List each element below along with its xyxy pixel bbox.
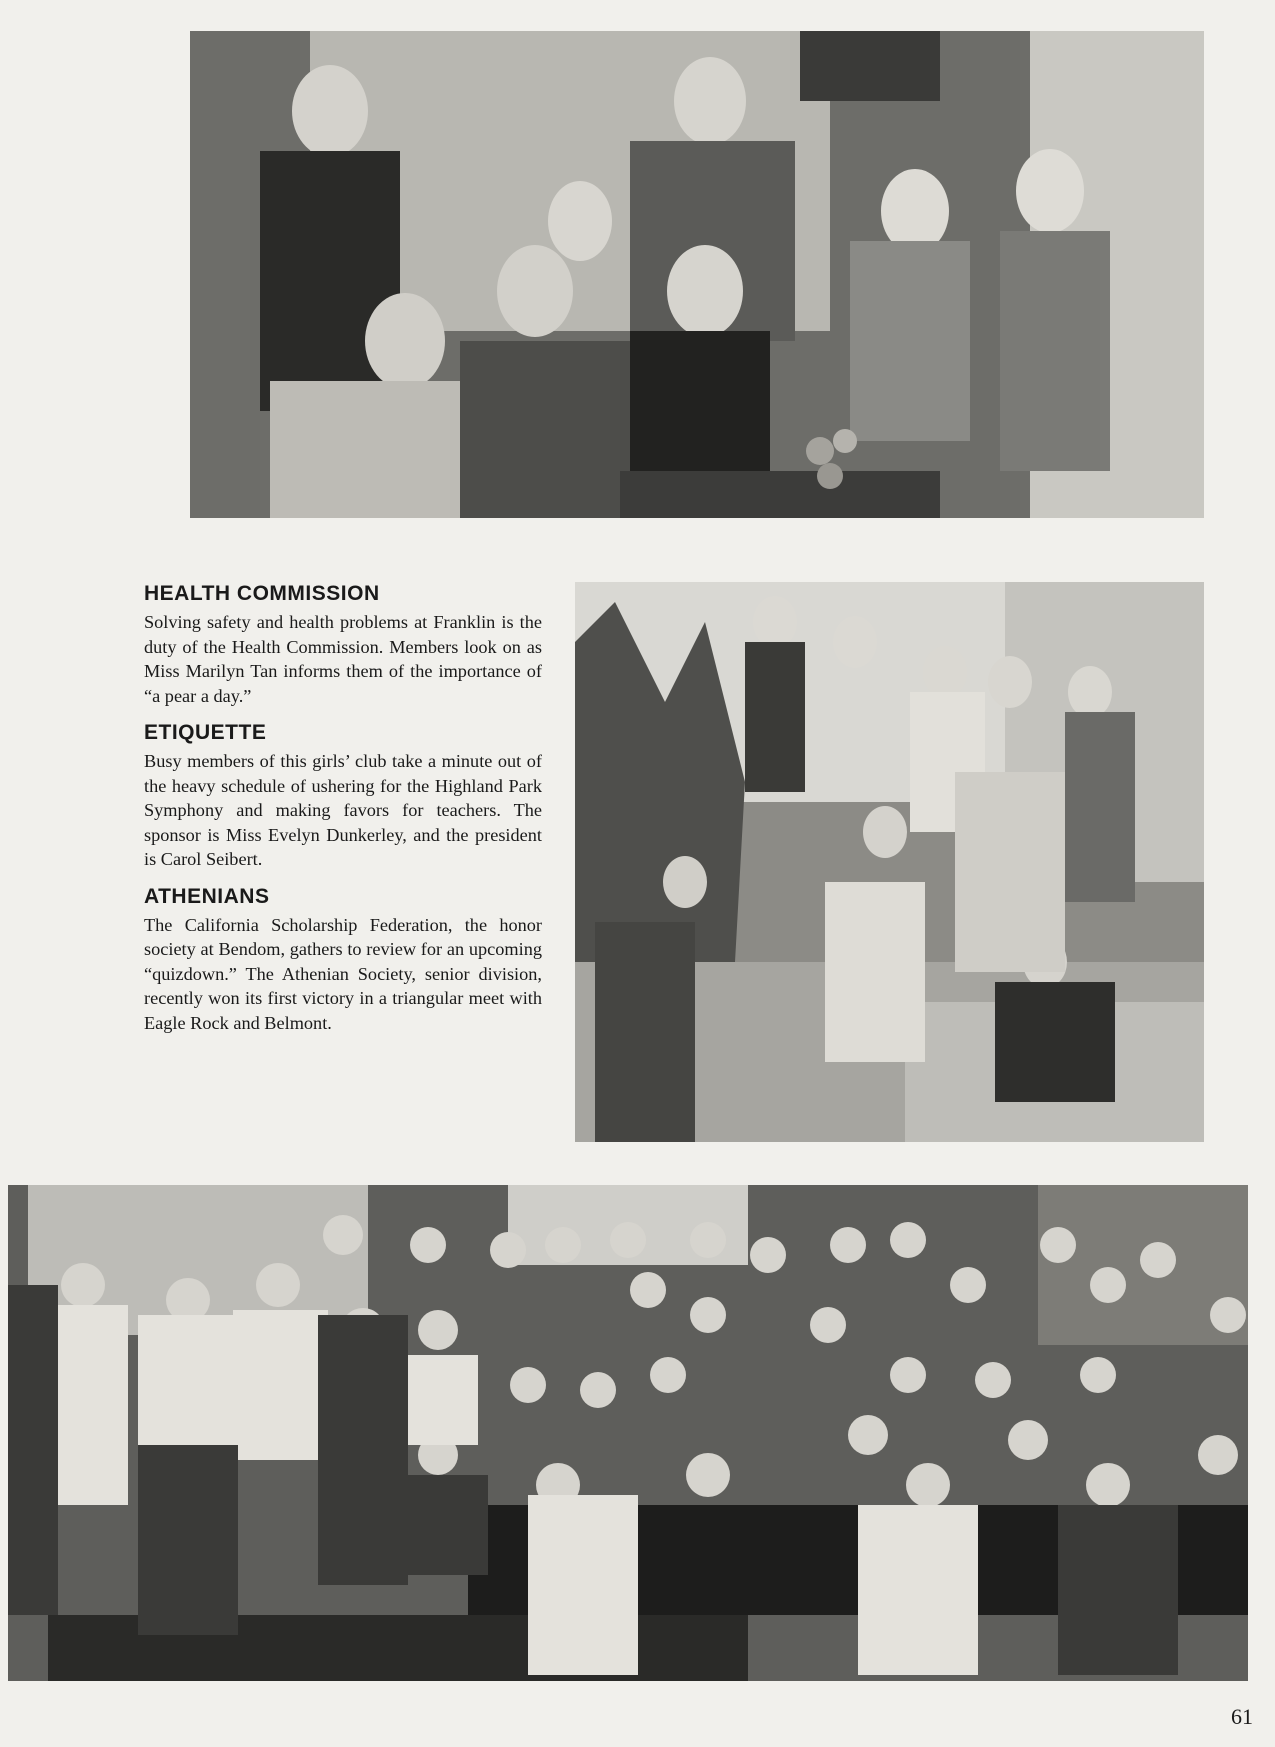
athenians-photo: [8, 1185, 1248, 1681]
athenians-section: [144, 884, 542, 1036]
etiquette-photo: [575, 582, 1204, 1142]
athenians-heading: ATHENIANS: [144, 884, 270, 908]
health-commission-section: [144, 581, 542, 708]
etiquette-section: [144, 720, 542, 872]
page-number: 61: [1231, 1704, 1253, 1729]
athenians-caption: The California Scholarship Federation, the honor society at Bendom, gathers to review for an upcoming “quizdown.” The Athenian Society, senior division, recently won its first victory in a triangular meet with Eagle Rock and Belmont.: [144, 914, 542, 1033]
etiquette-heading: ETIQUETTE: [144, 721, 267, 744]
captions-column: [144, 581, 542, 1047]
health-commission-photo: [190, 31, 1204, 518]
etiquette-caption: Busy members of this girls’ club take a minute out of the heavy schedule of ushering for the Highland Park Symphony and making favors for teachers. The sponsor is Miss Evelyn Dunkerley, and the president is Carol Seibert.: [144, 751, 542, 869]
health-commission-caption: Solving safety and health problems at Franklin is the duty of the Health Commission. Members look on as Miss Marilyn Tan informs them of the importance of “a pear a day.”: [144, 612, 542, 706]
health-commission-heading: HEALTH COMMISSION: [144, 582, 380, 605]
